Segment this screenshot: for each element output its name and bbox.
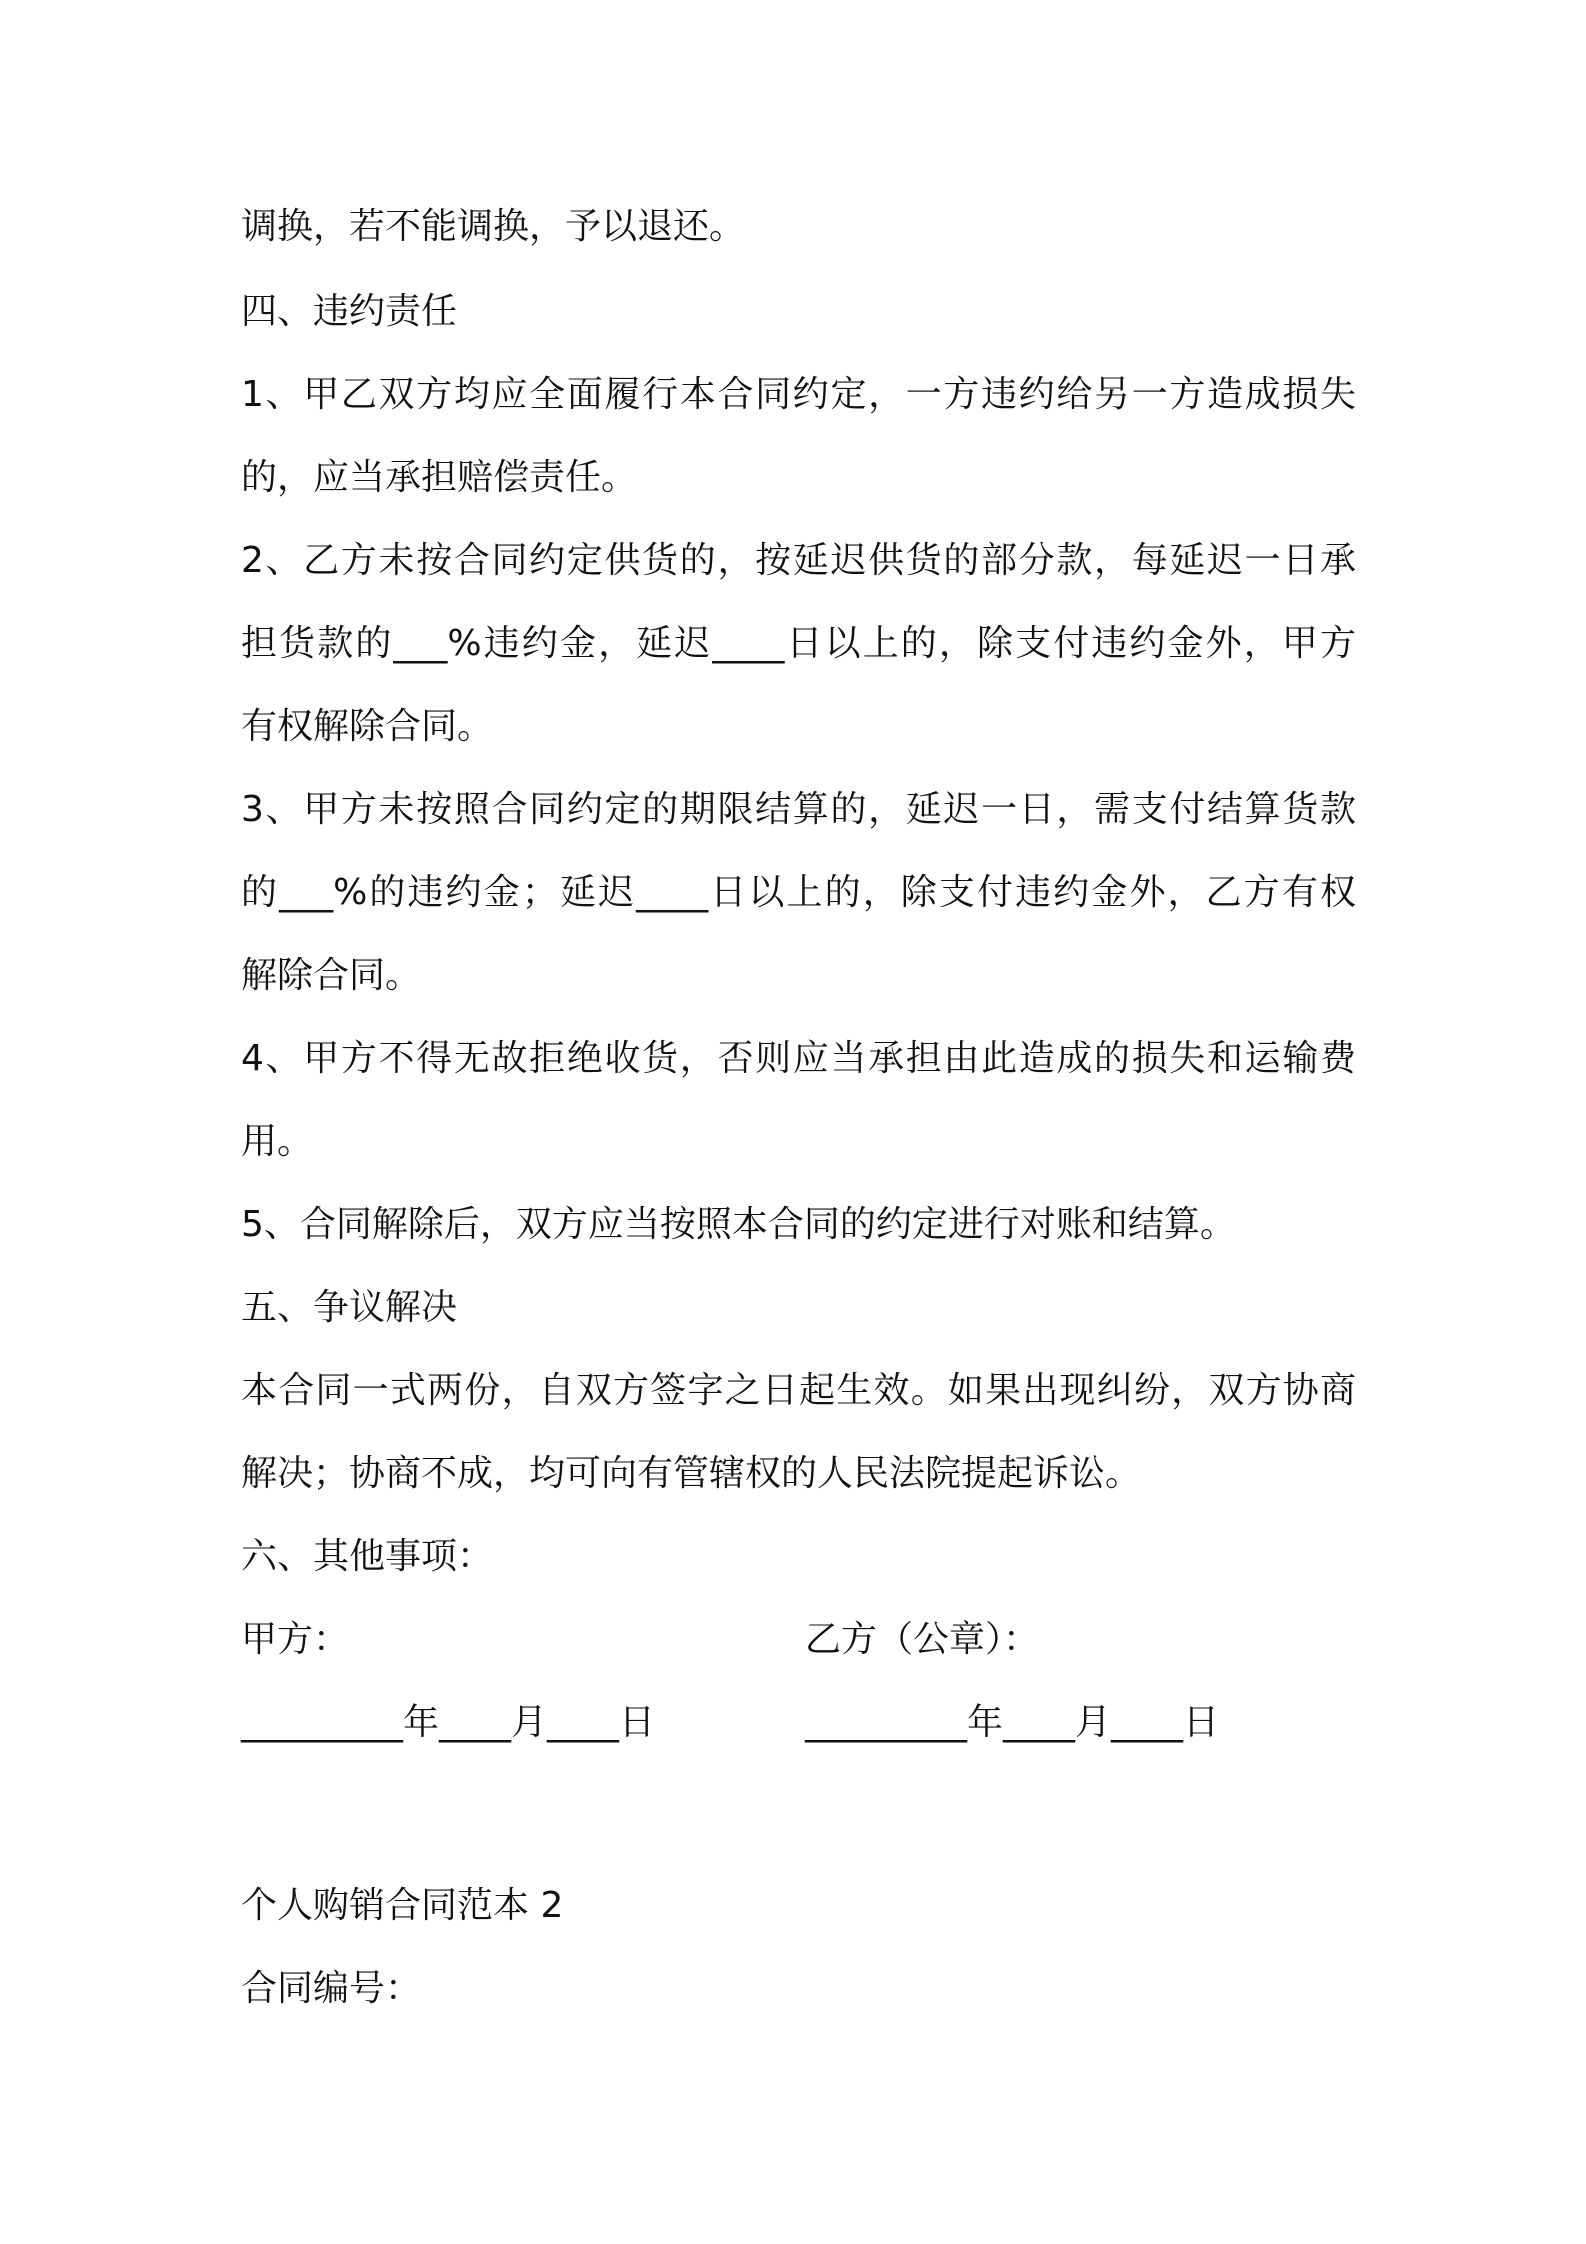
- section-heading: 六、其他事项：: [241, 1536, 494, 1577]
- text-line: 担货款的___%违约金，延迟____日以上的，除支付违约金外，甲方: [241, 623, 1356, 664]
- text-line: 的，应当承担赔偿责任。: [241, 457, 638, 498]
- text-line: 1、甲乙双方均应全面履行本合同约定，一方违约给另一方造成损失: [241, 374, 1356, 415]
- text-line: 3、甲方未按照合同约定的期限结算的，延迟一日，需支付结算货款: [241, 789, 1356, 830]
- section-heading: 四、违约责任: [241, 291, 458, 332]
- party-b-date: _________年____月____日: [805, 1702, 1219, 1743]
- text-line: 4、甲方不得无故拒绝收货，否则应当承担由此造成的损失和运输费: [241, 1038, 1356, 1079]
- party-a-date: _________年____月____日: [241, 1702, 655, 1743]
- text-line: 2、乙方未按合同约定供货的，按延迟供货的部分款，每延迟一日承: [241, 540, 1356, 581]
- text-line: 调换，若不能调换，予以退还。: [241, 206, 746, 247]
- text-line: 本合同一式两份，自双方签字之日起生效。如果出现纠纷，双方协商: [241, 1370, 1356, 1411]
- text-line: 解除合同。: [241, 955, 422, 996]
- party-b-label: 乙方（公章）：: [805, 1619, 1040, 1660]
- text-line: 用。: [241, 1121, 314, 1162]
- text-line: 的___%的违约金；延迟____日以上的，除支付违约金外，乙方有权: [241, 872, 1356, 913]
- text-line: 5、合同解除后，双方应当按照本合同的约定进行对账和结算。: [241, 1204, 1236, 1245]
- contract-title: 个人购销合同范本 2: [241, 1885, 564, 1926]
- text-line: 有权解除合同。: [241, 706, 494, 747]
- section-heading: 五、争议解决: [241, 1287, 458, 1328]
- contract-number-label: 合同编号：: [241, 1968, 422, 2009]
- party-a-label: 甲方：: [241, 1619, 350, 1660]
- text-line: 解决；协商不成，均可向有管辖权的人民法院提起诉讼。: [241, 1453, 1142, 1494]
